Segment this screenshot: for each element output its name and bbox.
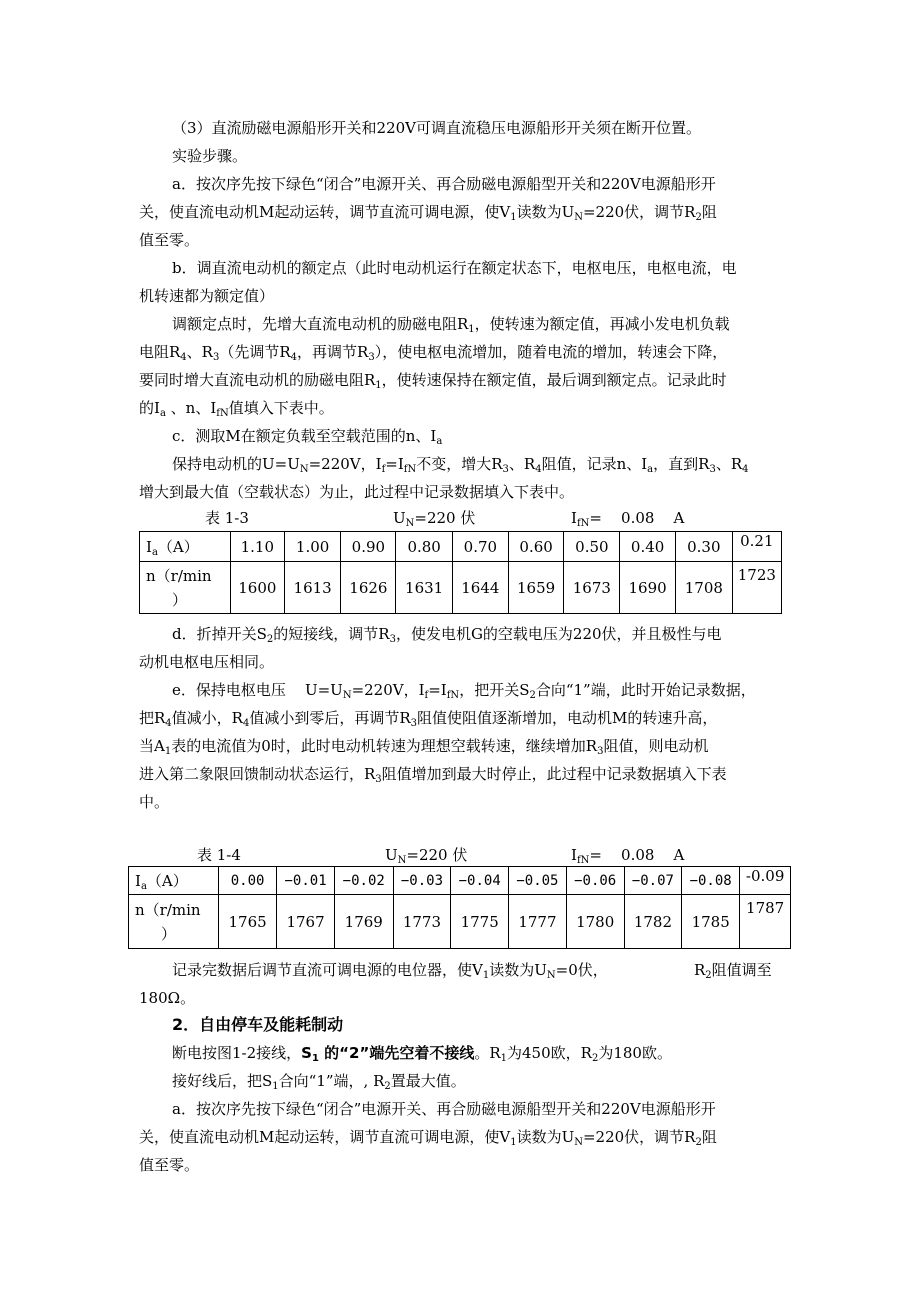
- after-table-line1: 记录完数据后调节直流可调电源的电位器，使$V_1$读数为$U_N=0$伏，: [172, 961, 608, 981]
- table4-ia-cell: −0.02: [334, 867, 393, 895]
- table4-n-cell: 1773: [393, 895, 450, 949]
- table4-n-label: n（r/min ）: [129, 895, 219, 949]
- table3-n-cell: 1690: [620, 562, 676, 614]
- table4-row-ia: [129, 867, 791, 895]
- table-1-4: [128, 866, 791, 949]
- table3-ifn: $I_{fN}=$ 0.08 A: [571, 509, 685, 529]
- step-a-line1: a．按次序先按下绿色“闭合”电源开关、再合励磁电源船型开关和220V电源船形开: [172, 175, 716, 193]
- table4-ia-cell: -0.09: [740, 867, 791, 895]
- table4-row-n: [129, 895, 791, 949]
- table4-ifn: $I_{fN}=$ 0.08 A: [571, 846, 685, 866]
- table3-caption: 表 1-3: [205, 509, 249, 527]
- table4-ia-cell: 0.00: [218, 867, 277, 895]
- step-b-line2: 机转速都为额定值）: [139, 287, 275, 305]
- table3-n-cell: 1600: [230, 562, 284, 614]
- table3-n-label: n（r/min ）: [140, 562, 231, 614]
- table3-ia-cell: 1.00: [284, 532, 341, 562]
- table4-ia-cell: −0.05: [509, 867, 566, 895]
- step-b-detail-line1: 调额定点时，先增大直流电动机的励磁电阻$R_1$，使转速为额定值，再减小发电机负载: [172, 315, 730, 335]
- table4-n-cell: 1767: [277, 895, 334, 949]
- steps-heading: 实验步骤。: [172, 147, 248, 165]
- table3-n-cell: 1613: [284, 562, 341, 614]
- step-b-line1: b．调直流电动机的额定点（此时电动机运行在额定状态下，电枢电压，电枢电流，电: [172, 259, 737, 277]
- table4-ia-cell: −0.03: [393, 867, 450, 895]
- step-e-line1: e．保持电枢电压 $U=U_N=220V$，$I_f=I_{fN}$，把开关$S_2$合向“1”端，此时开始记录数据，: [172, 681, 756, 701]
- after-table-line2: 180Ω。: [139, 989, 196, 1007]
- table3-row-n: [140, 562, 782, 614]
- table4-ia-cell: −0.01: [277, 867, 334, 895]
- table-1-3: [139, 531, 782, 614]
- table3-n-cell: 1708: [675, 562, 732, 614]
- step-c-detail-line1: 保持电动机的$U=U_N=220V$，$I_f=I_{fN}$不变，增大$R_3$、$R_4$阻值，记录n、$I_a$，直到$R_3$、$R_4$: [172, 455, 749, 475]
- table3-ia-cell: 0.70: [452, 532, 508, 562]
- section-2-line1: 断电按图1-2接线，$S_1$ 的“2”端先空着不接线。$R_1$为450欧，$R_2$为180欧。: [172, 1044, 672, 1064]
- table3-ia-cell: 0.80: [396, 532, 453, 562]
- step-a-line3: 值至零。: [139, 231, 200, 249]
- table4-n-cell: 1782: [624, 895, 681, 949]
- table3-ia-cell: 0.30: [675, 532, 732, 562]
- table4-ia-cell: −0.04: [451, 867, 509, 895]
- table3-n-cell: 1631: [396, 562, 453, 614]
- section-2-line2: 接好线后，把$S_1$合向“1”端，, $R_2$置最大值。: [172, 1072, 466, 1092]
- table3-ia-cell: 0.50: [564, 532, 620, 562]
- step-b-detail-line3: 要同时增大直流电动机的励磁电阻$R_1$，使转速保持在额定值，最后调到额定点。记录此时: [139, 371, 727, 391]
- after-table-line1-r2: $R_2$阻值调至: [694, 961, 772, 981]
- table3-n-cell: 1659: [508, 562, 564, 614]
- table4-n-cell: 1785: [682, 895, 740, 949]
- table3-n-cell: 1673: [564, 562, 620, 614]
- step-c-detail-line2: 增大到最大值（空载状态）为止，此过程中记录数据填入下表中。: [139, 483, 575, 501]
- table3-ia-cell: 0.60: [508, 532, 564, 562]
- table4-n-cell: 1765: [218, 895, 277, 949]
- table3-ia-label: $I_a(A)$: [140, 532, 231, 562]
- step-d-line2: 动机电枢电压相同。: [139, 653, 275, 671]
- step-e-line3: 当$A_1$表的电流值为0时，此时电动机转速为理想空载转速，继续增加$R_3$阻值，则电动机: [139, 737, 709, 757]
- table3-ia-cell: 0.90: [341, 532, 396, 562]
- table3-ia-cell: 0.40: [620, 532, 676, 562]
- table3-ia-cell: 1.10: [230, 532, 284, 562]
- table4-ia-cell: −0.06: [566, 867, 624, 895]
- table4-n-cell: 1769: [334, 895, 393, 949]
- step-d-line1: d．折掉开关$S_2$的短接线，调节$R_3$，使发电机G的空载电压为220伏，并且极性与电: [172, 625, 722, 645]
- table4-ia-label: $I_a(A)$: [129, 867, 219, 895]
- table4-n-cell: 1775: [451, 895, 509, 949]
- table4-n-cell: 1780: [566, 895, 624, 949]
- para-3: （3）直流励磁电源船形开关和220V可调直流稳压电源船形开关须在断开位置。: [172, 119, 702, 137]
- step-e-line4: 进入第二象限回馈制动状态运行，$R_3$阻值增加到最大时停止，此过程中记录数据填入下表: [139, 765, 727, 785]
- table3-ia-cell: 0.21: [732, 532, 781, 562]
- section-2-heading: 2．自由停车及能耗制动: [172, 1015, 344, 1034]
- table3-row-ia: [140, 532, 782, 562]
- table3-n-cell: 1644: [452, 562, 508, 614]
- table4-n-cell: 1777: [509, 895, 566, 949]
- table4-caption: 表 1-4: [197, 846, 241, 864]
- table3-n-cell: 1626: [341, 562, 396, 614]
- step-c-line1: c．测取M在额定负载至空载范围的n、$I_a$: [172, 427, 443, 447]
- step-e-line2: 把$R_4$值减小，$R_4$值减小到零后，再调节$R_3$阻值使阻值逐渐增加，电动机M的转速升高，: [139, 709, 718, 729]
- step-b-detail-line2: 电阻$R_4$、$R_3$（先调节$R_4$，再调节$R_3$），使电枢电流增加，随着电流的增加，转速会下降，: [139, 343, 728, 363]
- step-a2-line1: a．按次序先按下绿色“闭合”电源开关、再合励磁电源船型开关和220V电源船形开: [172, 1100, 716, 1118]
- table4-un: $U_N=220$ 伏: [385, 846, 468, 866]
- step-a2-line3: 值至零。: [139, 1156, 200, 1174]
- table4-ia-cell: −0.08: [682, 867, 740, 895]
- step-e-line5: 中。: [139, 793, 170, 811]
- table3-un: $U_N=220$ 伏: [393, 509, 476, 529]
- table4-n-cell: 1787: [740, 895, 791, 949]
- table3-n-cell: 1723: [732, 562, 781, 614]
- step-b-detail-line4: 的$I_a$ 、n、$I_{fN}$值填入下表中。: [139, 399, 334, 419]
- table4-ia-cell: −0.07: [624, 867, 681, 895]
- step-a2-line2: 关，使直流电动机M起动运转，调节直流可调电源，使$V_1$读数为$U_N=220$伏，调节$R_2$阻: [139, 1128, 717, 1148]
- step-a-line2: 关，使直流电动机M起动运转，调节直流可调电源，使$V_1$读数为$U_N=220$伏，调节$R_2$阻: [139, 203, 717, 223]
